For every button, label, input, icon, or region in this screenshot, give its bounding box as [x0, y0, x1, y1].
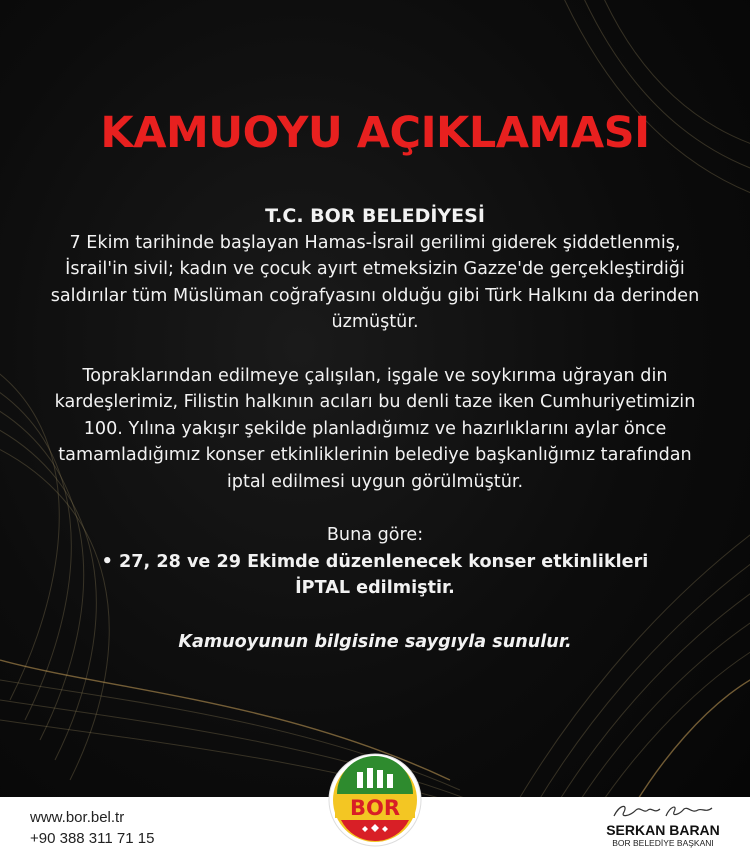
bor-municipality-logo	[327, 752, 423, 848]
cancellation-line-1: • 27, 28 ve 29 Ekimde düzenlenecek konser etkinlikleri	[101, 551, 649, 572]
logo-text: BOR	[349, 796, 401, 820]
mayor-signature-block	[598, 800, 728, 849]
website-link[interactable]: www.bor.bel.tr	[30, 809, 125, 826]
handwritten-signature	[608, 800, 718, 822]
cancellation-line-2: İPTAL edilmiştir.	[295, 578, 455, 598]
accordingly-text: Buna göre:	[326, 525, 424, 545]
announcement-body	[40, 203, 710, 655]
closing-text: Kamuoyunun bilgisine saygıyla sunulur.	[178, 631, 572, 652]
paragraph-1: 7 Ekim tarihinde başlayan Hamas-İsrail gerilimi giderek şiddetlenmiş, İsrail'in sivil; kadın ve çocuk ayırt etmeksizin Gazze'de gerçekleştirdiği saldırılar tüm Müslüman coğrafyasını olduğu gibi Türk Halkını da derinden üzmüştür.	[50, 232, 700, 332]
organization-name: T.C. BOR BELEDİYESİ	[265, 205, 485, 227]
contact-info	[30, 807, 154, 849]
mayor-name: SERKAN BARAN	[606, 822, 720, 838]
announcement-title: KAMUOYU AÇIKLAMASI	[100, 108, 650, 158]
mayor-title: BOR BELEDİYE BAŞKANI	[612, 838, 714, 848]
paragraph-2: Topraklarından edilmeye çalışılan, işgale ve soykırıma uğrayan din kardeşlerimiz, Filistin halkının acıları bu denli taze iken Cumhuriyetimizin 100. Yılına yakışır şekilde planladığımız ve hazırlıklarını aylar önce tamamladığımız konser etkinliklerinin belediye başkanlığımız tarafından iptal edilmesi uygun görülmüştür.	[54, 365, 696, 492]
phone-number: +90 388 311 71 15	[30, 830, 155, 847]
